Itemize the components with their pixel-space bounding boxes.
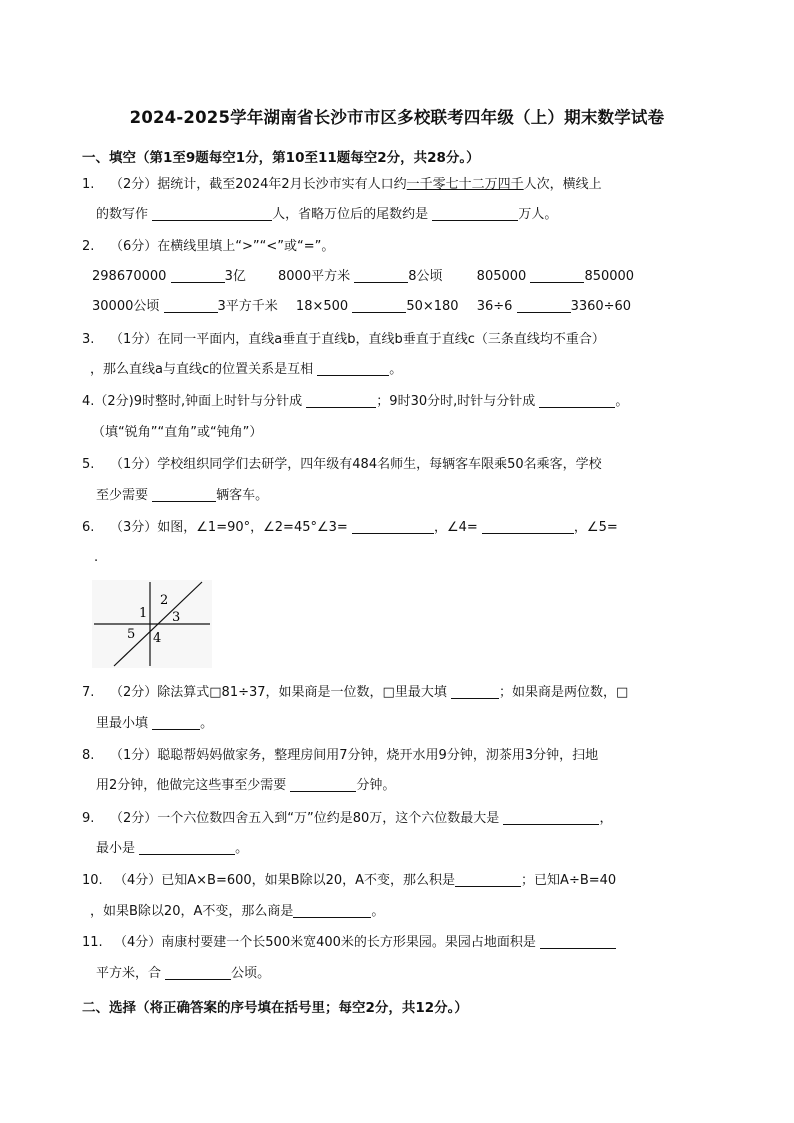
question-2-row-1: 298670000 3亿 8000平方米 8公顷 805000 850000 — [92, 269, 635, 284]
question-9-line-1: 9. （2分）一个六位数四舍五入到“万”位约是80万，这个六位数最大是 ， — [82, 811, 613, 826]
question-4-line-1: 4.（2分)9时整时,钟面上时针与分针成 ；9时30分时,时针与分针成 。 — [82, 394, 629, 409]
answer-blank[interactable] — [539, 393, 615, 408]
angle-figure-svg — [92, 580, 212, 668]
answer-blank[interactable] — [152, 715, 200, 730]
answer-blank[interactable] — [517, 298, 571, 313]
answer-blank[interactable] — [164, 298, 218, 313]
answer-blank[interactable] — [139, 840, 235, 855]
exam-title: 2024-2025学年湖南省长沙市市区多校联考四年级（上）期末数学试卷 — [129, 108, 665, 127]
question-11-line-1: 11. （4分）南康村要建一个长500米宽400米的长方形果园。果园占地面积是 — [82, 934, 616, 952]
question-7-line-2: 里最小填 。 — [96, 716, 214, 731]
answer-blank[interactable] — [152, 487, 216, 502]
question-8-line-2: 用2分钟，他做完这些事至少需要 分钟。 — [96, 778, 396, 793]
answer-blank[interactable] — [317, 361, 389, 376]
question-8-line-1: 8. （1分）聪聪帮妈妈做家务，整理房间用7分钟，烧开水用9分钟，沏茶用3分钟，扫地 — [82, 748, 599, 763]
question-1-line-2: 的数写作 人，省略万位后的尾数约是 万人。 — [96, 207, 558, 222]
answer-blank[interactable] — [352, 298, 406, 313]
question-9-line-2: 最小是 。 — [96, 841, 249, 856]
question-6-line-2: . — [94, 550, 99, 565]
section-choice-heading: 二、选择（将正确答案的序号填在括号里；每空2分，共12分。） — [82, 1000, 468, 1016]
question-6-line-1: 6. （3分）如图，∠1=90°，∠2=45°∠3= ，∠4= ，∠5= — [82, 520, 618, 535]
angle-label-2: 2 — [160, 593, 169, 608]
angle-label-5: 5 — [127, 627, 136, 642]
answer-blank[interactable] — [171, 268, 225, 283]
question-3-line-1: 3. （1分）在同一平面内，直线a垂直于直线b，直线b垂直于直线c（三条直线均不重合） — [82, 332, 605, 347]
answer-blank[interactable] — [530, 268, 584, 283]
underlined-population: 一千零七十二万四千 — [406, 177, 524, 192]
answer-blank[interactable] — [455, 872, 521, 887]
question-5-line-1: 5. （1分）学校组织同学们去研学，四年级有484名师生，每辆客车限乘50名乘客，学校 — [82, 457, 602, 472]
answer-blank[interactable] — [432, 206, 518, 221]
answer-blank[interactable] — [451, 684, 499, 699]
angle-label-4: 4 — [153, 631, 162, 646]
answer-blank[interactable] — [482, 519, 574, 534]
question-5-line-2: 至少需要 辆客车。 — [96, 488, 269, 503]
answer-blank[interactable] — [540, 934, 616, 949]
question-7-line-1: 7. （2分）除法算式□81÷37，如果商是一位数，□里最大填 ；如果商是两位数，□ — [82, 685, 629, 700]
section-fill-in-heading: 一、填空（第1至9题每空1分，第10至11题每空2分，共28分。） — [82, 150, 480, 166]
question-3-line-2: ，那么直线a与直线c的位置关系是互相 。 — [90, 362, 403, 377]
question-11-line-2: 平方米，合 公顷。 — [96, 966, 271, 981]
angle-figure — [92, 580, 212, 668]
answer-blank[interactable] — [354, 268, 408, 283]
answer-blank[interactable] — [306, 393, 376, 408]
question-2-line-1: 2. （6分）在横线里填上“>”“<”或“=”。 — [82, 239, 335, 254]
answer-blank[interactable] — [165, 965, 231, 980]
question-2-row-2: 30000公顷 3平方千米 18×500 50×180 36÷6 3360÷60 — [92, 299, 632, 314]
question-1-line-1: 1. （2分）据统计，截至2024年2月长沙市实有人口约一千零七十二万四千人次，横线上 — [82, 177, 602, 192]
question-10-line-1: 10. （4分）已知A×B=600，如果B除以20，A不变，那么积是 ；已知A÷B=40 — [82, 873, 617, 888]
answer-blank[interactable] — [352, 519, 434, 534]
answer-blank[interactable] — [290, 777, 356, 792]
answer-blank[interactable] — [503, 810, 599, 825]
angle-label-3: 3 — [172, 610, 181, 625]
question-10-line-2: ，如果B除以20，A不变，那么商是 。 — [90, 904, 385, 919]
angle-label-1: 1 — [139, 606, 148, 621]
question-4-line-2: （填“锐角”“直角”或“钝角”） — [92, 425, 263, 440]
answer-blank[interactable] — [293, 903, 371, 918]
answer-blank[interactable] — [152, 206, 272, 221]
